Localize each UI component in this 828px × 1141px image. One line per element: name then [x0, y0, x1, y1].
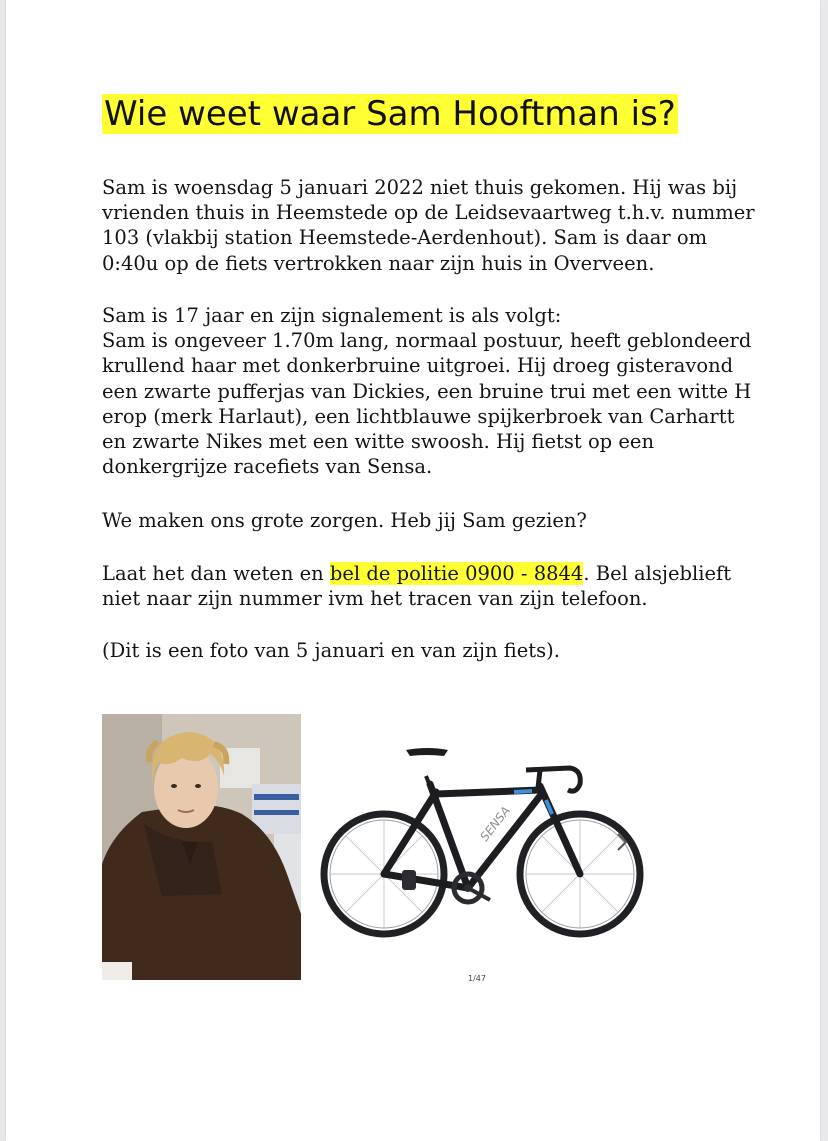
text-line: donkergrijze racefiets van Sensa. — [102, 455, 433, 479]
paragraph-concern: We maken ons grote zorgen. Heb jij Sam gezien? — [102, 509, 587, 532]
paragraph-disappearance — [102, 175, 755, 276]
paragraph-photo-note: (Dit is een foto van 5 januari en van zijn fiets). — [102, 639, 560, 662]
text-line: en zwarte Nikes met een witte swoosh. Hij fietst op een — [102, 430, 654, 454]
call-text-before: Laat het dan weten en — [102, 562, 330, 585]
text-line: erop (merk Harlaut), een lichtblauwe spijkerbroek van Carhartt — [102, 404, 735, 428]
text-line: vrienden thuis in Heemstede op de Leidsevaartweg t.h.v. nummer — [102, 201, 755, 225]
bicycle-image — [318, 740, 658, 955]
police-phone-highlight: bel de politie 0900 - 8844 — [329, 562, 584, 585]
text-line — [102, 561, 742, 586]
text-line: Sam is ongeveer 1.70m lang, normaal postuur, heeft geblondeerd — [102, 329, 752, 353]
frame-brand-text: SENSA — [477, 803, 514, 844]
page-title — [102, 92, 678, 136]
text-line: Sam is 17 jaar en zijn signalement is als volgt: — [102, 304, 562, 327]
person-photo-illustration — [102, 714, 301, 980]
text-line: krullend haar met donkerbruine uitgroei. Hij droeg gisteravond — [102, 354, 734, 378]
title-highlight: Wie weet waar Sam Hooftman is? — [104, 94, 676, 134]
paragraph-call-police — [102, 561, 742, 611]
text-line: niet naar zijn nummer ivm het tracen van zijn telefoon. — [102, 587, 648, 611]
text-line: Sam is woensdag 5 januari 2022 niet thuis gekomen. Hij was bij — [102, 176, 738, 199]
text-line: 103 (vlakbij station Heemstede-Aerdenhout). Sam is daar om — [102, 226, 708, 250]
call-text-after: . Bel alsjeblieft — [583, 562, 732, 585]
document-page — [6, 0, 820, 1141]
image-caption-mark: 1/47 — [468, 974, 486, 983]
text-line: 0:40u op de fiets vertrokken naar zijn huis in Overveen. — [102, 251, 655, 275]
photo-of-sam — [102, 714, 301, 980]
racing-bike-illustration — [318, 740, 658, 955]
text-line: een zwarte pufferjas van Dickies, een bruine trui met een witte H — [102, 379, 752, 403]
paragraph-description — [102, 303, 752, 479]
